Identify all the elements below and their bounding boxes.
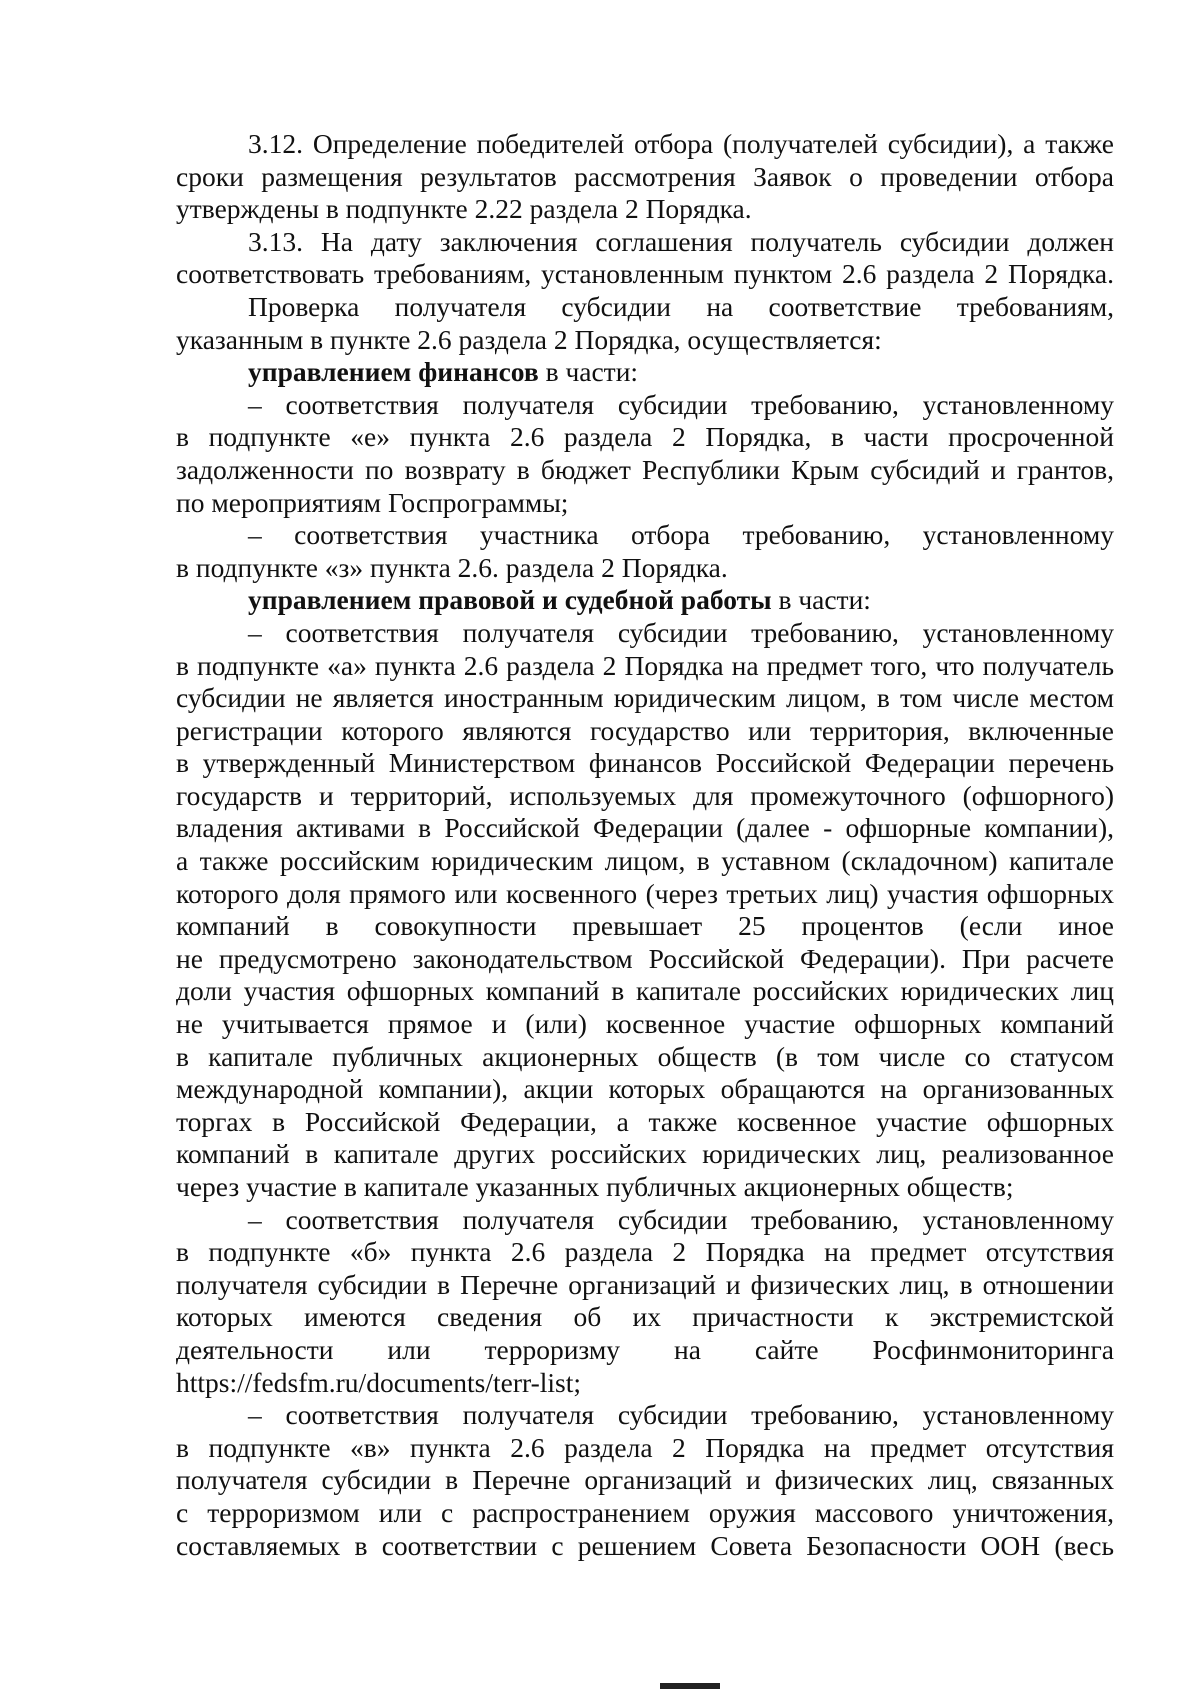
document-line: получателя субсидии в Перечне организаций и физических лиц, связанных xyxy=(176,1464,1114,1496)
document-line: субсидии не является иностранным юридическим лицом, в том числе местом xyxy=(176,682,1114,714)
document-line: не предусмотрено законодательством Российской Федерации). При расчете xyxy=(176,942,1114,974)
document-line: – соответствия получателя субсидии требованию, установленному xyxy=(248,616,1114,648)
document-line: утверждены в подпункте 2.22 раздела 2 Порядка. xyxy=(176,193,752,225)
document-line: в подпункте «з» пункта 2.6. раздела 2 Порядка. xyxy=(176,551,728,583)
document-line: получателя субсидии в Перечне организаций и физических лиц, в отношении xyxy=(176,1268,1114,1300)
document-line: – соответствия получателя субсидии требованию, установленному xyxy=(248,1399,1114,1431)
document-line: компаний в совокупности превышает 25 процентов (если иное xyxy=(176,910,1114,942)
document-line: в капитале публичных акционерных обществ (в том числе со статусом xyxy=(176,1040,1114,1072)
bold-heading: управлением правовой и судебной работы xyxy=(248,584,772,616)
document-line: – соответствия получателя субсидии требованию, установленному xyxy=(248,388,1114,420)
document-line: https://fedsfm.ru/documents/terr-list; xyxy=(176,1366,582,1398)
document-line xyxy=(176,584,1114,617)
document-line: доли участия офшорных компаний в капитале российских юридических лиц xyxy=(176,975,1114,1007)
document-line: не учитывается прямое и (или) косвенное участие офшорных компаний xyxy=(176,1008,1114,1040)
document-line: с терроризмом или с распространением оружия массового уничтожения, xyxy=(176,1496,1114,1528)
document-line: в подпункте «е» пункта 2.6 раздела 2 Порядка, в части просроченной xyxy=(176,421,1114,453)
document-line: задолженности по возврату в бюджет Республики Крым субсидий и грантов, xyxy=(176,453,1114,485)
line-text: в части: xyxy=(538,356,639,388)
document-line: сроки размещения результатов рассмотрения Заявок о проведении отбора xyxy=(176,160,1114,192)
document-line: регистрации которого являются государство или территория, включенные xyxy=(176,714,1114,746)
document-line: международной компании), акции которых обращаются на организованных xyxy=(176,1073,1114,1105)
document-line: в подпункте «в» пункта 2.6 раздела 2 Порядка на предмет отсутствия xyxy=(176,1431,1114,1463)
document-line: в подпункте «а» пункта 2.6 раздела 2 Порядка на предмет того, что получатель xyxy=(176,649,1114,681)
document-line: 3.13. На дату заключения соглашения получатель субсидии должен xyxy=(248,225,1114,257)
document-line: через участие в капитале указанных публичных акционерных обществ; xyxy=(176,1171,1014,1202)
document-line: государств и территорий, используемых для промежуточного (офшорного) xyxy=(176,779,1114,811)
document-line xyxy=(176,356,1114,389)
page-footer-mark xyxy=(660,1683,720,1689)
document-line: а также российским юридическим лицом, в уставном (складочном) капитале xyxy=(176,845,1114,877)
document-line: указанным в пункте 2.6 раздела 2 Порядка, осуществляется: xyxy=(176,323,882,355)
document-line: которого доля прямого или косвенного (через третьих лиц) участия офшорных xyxy=(176,877,1114,909)
document-body xyxy=(176,128,1114,1562)
line-text: в части: xyxy=(771,584,871,616)
document-line: – соответствия получателя субсидии требованию, установленному xyxy=(248,1203,1114,1235)
document-line: компаний в капитале других российских юридических лиц, реализованное xyxy=(176,1138,1114,1170)
document-line: 3.12. Определение победителей отбора (получателей субсидии), а также xyxy=(248,128,1114,159)
document-line: по мероприятиям Госпрограммы; xyxy=(176,486,569,518)
document-line: Проверка получателя субсидии на соответствие требованиям, xyxy=(248,290,1114,322)
document-line: которых имеются сведения об их причастности к экстремистской xyxy=(176,1301,1114,1333)
document-line: в подпункте «б» пункта 2.6 раздела 2 Порядка на предмет отсутствия xyxy=(176,1236,1114,1268)
document-line: – соответствия участника отбора требованию, установленному xyxy=(248,519,1114,551)
document-line: в утвержденный Министерством финансов Российской Федерации перечень xyxy=(176,747,1114,779)
document-line: владения активами в Российской Федерации (далее - офшорные компании), xyxy=(176,812,1114,844)
document-line: соответствовать требованиям, установленным пунктом 2.6 раздела 2 Порядка. xyxy=(176,258,1114,290)
document-line: деятельности или терроризму на сайте Росфинмониторинга xyxy=(176,1333,1114,1365)
bold-heading: управлением финансов xyxy=(248,356,539,388)
document-line: составляемых в соответствии с решением Совета Безопасности ООН (весь xyxy=(176,1529,1114,1561)
document-line: торгах в Российской Федерации, а также косвенное участие офшорных xyxy=(176,1105,1114,1137)
